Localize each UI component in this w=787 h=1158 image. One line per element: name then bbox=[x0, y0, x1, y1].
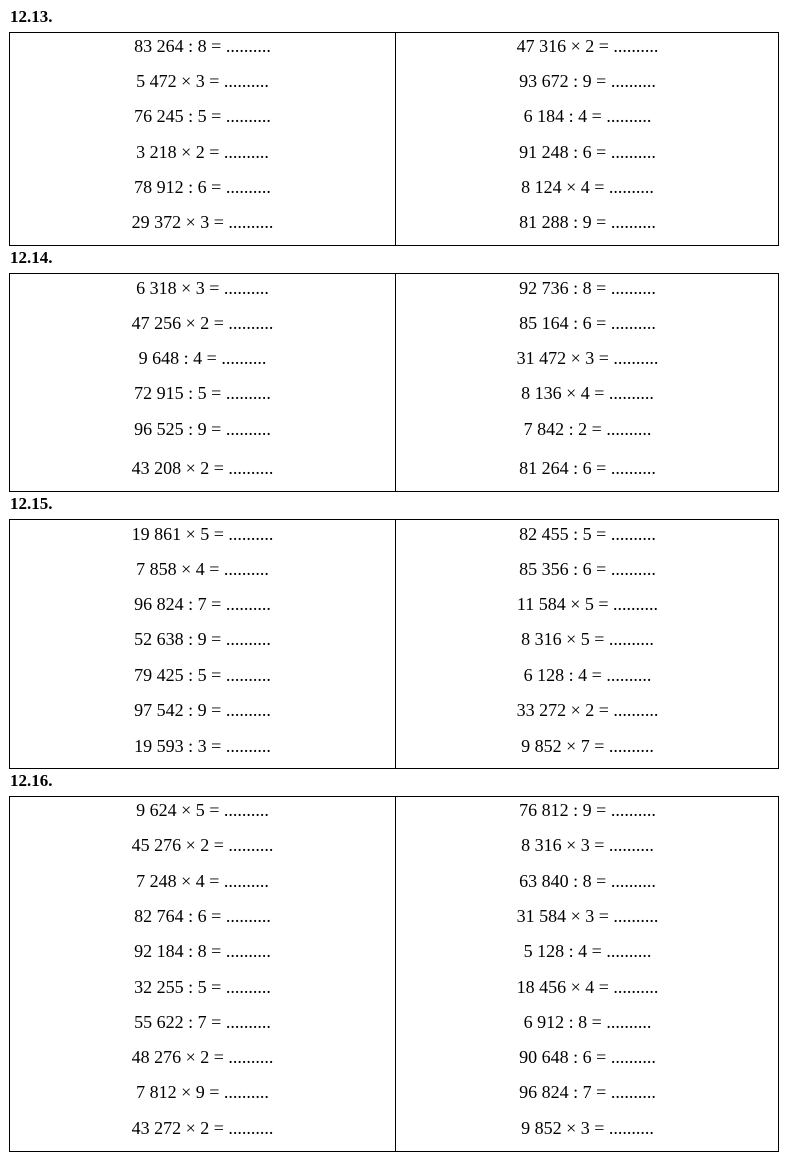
section-title-12-15: 12.15. bbox=[10, 494, 53, 513]
left-column bbox=[10, 797, 396, 1151]
exercise-row: 82 455 : 5 = .......... bbox=[519, 524, 656, 544]
exercise-row: 9 852 × 7 = .......... bbox=[521, 736, 654, 756]
left-column bbox=[10, 274, 396, 491]
exercise-row: 9 624 × 5 = .......... bbox=[136, 800, 269, 820]
exercise-row: 43 208 × 2 = .......... bbox=[131, 458, 274, 478]
exercise-row: 11 584 × 5 = .......... bbox=[516, 594, 659, 614]
exercise-row: 92 736 : 8 = .......... bbox=[519, 278, 656, 298]
exercise-box-12-16 bbox=[9, 796, 779, 1152]
exercise-row: 96 525 : 9 = .......... bbox=[134, 419, 271, 439]
exercise-row: 76 812 : 9 = .......... bbox=[519, 800, 656, 820]
exercise-row: 83 264 : 8 = .......... bbox=[134, 36, 271, 56]
exercise-row: 79 425 : 5 = .......... bbox=[134, 665, 271, 685]
exercise-row: 90 648 : 6 = .......... bbox=[519, 1047, 656, 1067]
exercise-row: 78 912 : 6 = .......... bbox=[134, 177, 271, 197]
exercise-row: 92 184 : 8 = .......... bbox=[134, 941, 271, 961]
exercise-row: 52 638 : 9 = .......... bbox=[134, 629, 271, 649]
left-column bbox=[10, 520, 396, 768]
exercise-row: 5 472 × 3 = .......... bbox=[136, 71, 269, 91]
exercise-row: 85 164 : 6 = .......... bbox=[519, 313, 656, 333]
exercise-row: 63 840 : 8 = .......... bbox=[519, 871, 656, 891]
exercise-row: 9 648 : 4 = .......... bbox=[138, 348, 267, 368]
exercise-row: 96 824 : 7 = .......... bbox=[519, 1082, 656, 1102]
right-column bbox=[395, 520, 780, 768]
exercise-row: 18 456 × 4 = .......... bbox=[516, 977, 659, 997]
right-column bbox=[395, 274, 780, 491]
exercise-row: 32 255 : 5 = .......... bbox=[134, 977, 271, 997]
exercise-row: 6 318 × 3 = .......... bbox=[136, 278, 269, 298]
exercise-row: 55 622 : 7 = .......... bbox=[134, 1012, 271, 1032]
exercise-box-12-15 bbox=[9, 519, 779, 769]
exercise-row: 8 316 × 3 = .......... bbox=[521, 835, 654, 855]
exercise-box-12-14 bbox=[9, 273, 779, 492]
exercise-row: 6 128 : 4 = .......... bbox=[523, 665, 652, 685]
exercise-row: 97 542 : 9 = .......... bbox=[134, 700, 271, 720]
exercise-row: 8 316 × 5 = .......... bbox=[521, 629, 654, 649]
exercise-row: 81 264 : 6 = .......... bbox=[519, 458, 656, 478]
exercise-row: 8 124 × 4 = .......... bbox=[521, 177, 654, 197]
exercise-row: 76 245 : 5 = .......... bbox=[134, 106, 271, 126]
exercise-row: 91 248 : 6 = .......... bbox=[519, 142, 656, 162]
right-column bbox=[395, 797, 780, 1151]
exercise-row: 96 824 : 7 = .......... bbox=[134, 594, 271, 614]
exercise-row: 72 915 : 5 = .......... bbox=[134, 383, 271, 403]
exercise-row: 19 861 × 5 = .......... bbox=[131, 524, 274, 544]
exercise-row: 47 316 × 2 = .......... bbox=[516, 36, 659, 56]
exercise-row: 7 812 × 9 = .......... bbox=[136, 1082, 269, 1102]
exercise-row: 48 276 × 2 = .......... bbox=[131, 1047, 274, 1067]
exercise-row: 47 256 × 2 = .......... bbox=[131, 313, 274, 333]
exercise-row: 7 842 : 2 = .......... bbox=[523, 419, 652, 439]
left-column bbox=[10, 33, 396, 245]
exercise-row: 6 184 : 4 = .......... bbox=[523, 106, 652, 126]
exercise-row: 31 472 × 3 = .......... bbox=[516, 348, 659, 368]
section-title-12-13: 12.13. bbox=[10, 7, 53, 26]
exercise-row: 85 356 : 6 = .......... bbox=[519, 559, 656, 579]
exercise-row: 19 593 : 3 = .......... bbox=[134, 736, 271, 756]
exercise-row: 9 852 × 3 = .......... bbox=[521, 1118, 654, 1138]
section-title-12-14: 12.14. bbox=[10, 248, 53, 267]
exercise-row: 5 128 : 4 = .......... bbox=[523, 941, 652, 961]
exercise-row: 7 858 × 4 = .......... bbox=[136, 559, 269, 579]
exercise-row: 43 272 × 2 = .......... bbox=[131, 1118, 274, 1138]
section-title-12-16: 12.16. bbox=[10, 771, 53, 790]
exercise-row: 31 584 × 3 = .......... bbox=[516, 906, 659, 926]
exercise-row: 45 276 × 2 = .......... bbox=[131, 835, 274, 855]
right-column bbox=[395, 33, 780, 245]
exercise-row: 81 288 : 9 = .......... bbox=[519, 212, 656, 232]
exercise-row: 7 248 × 4 = .......... bbox=[136, 871, 269, 891]
exercise-row: 8 136 × 4 = .......... bbox=[521, 383, 654, 403]
exercise-row: 93 672 : 9 = .......... bbox=[519, 71, 656, 91]
exercise-row: 29 372 × 3 = .......... bbox=[131, 212, 274, 232]
exercise-row: 82 764 : 6 = .......... bbox=[134, 906, 271, 926]
exercise-box-12-13 bbox=[9, 32, 779, 246]
exercise-row: 6 912 : 8 = .......... bbox=[523, 1012, 652, 1032]
exercise-row: 3 218 × 2 = .......... bbox=[136, 142, 269, 162]
exercise-row: 33 272 × 2 = .......... bbox=[516, 700, 659, 720]
